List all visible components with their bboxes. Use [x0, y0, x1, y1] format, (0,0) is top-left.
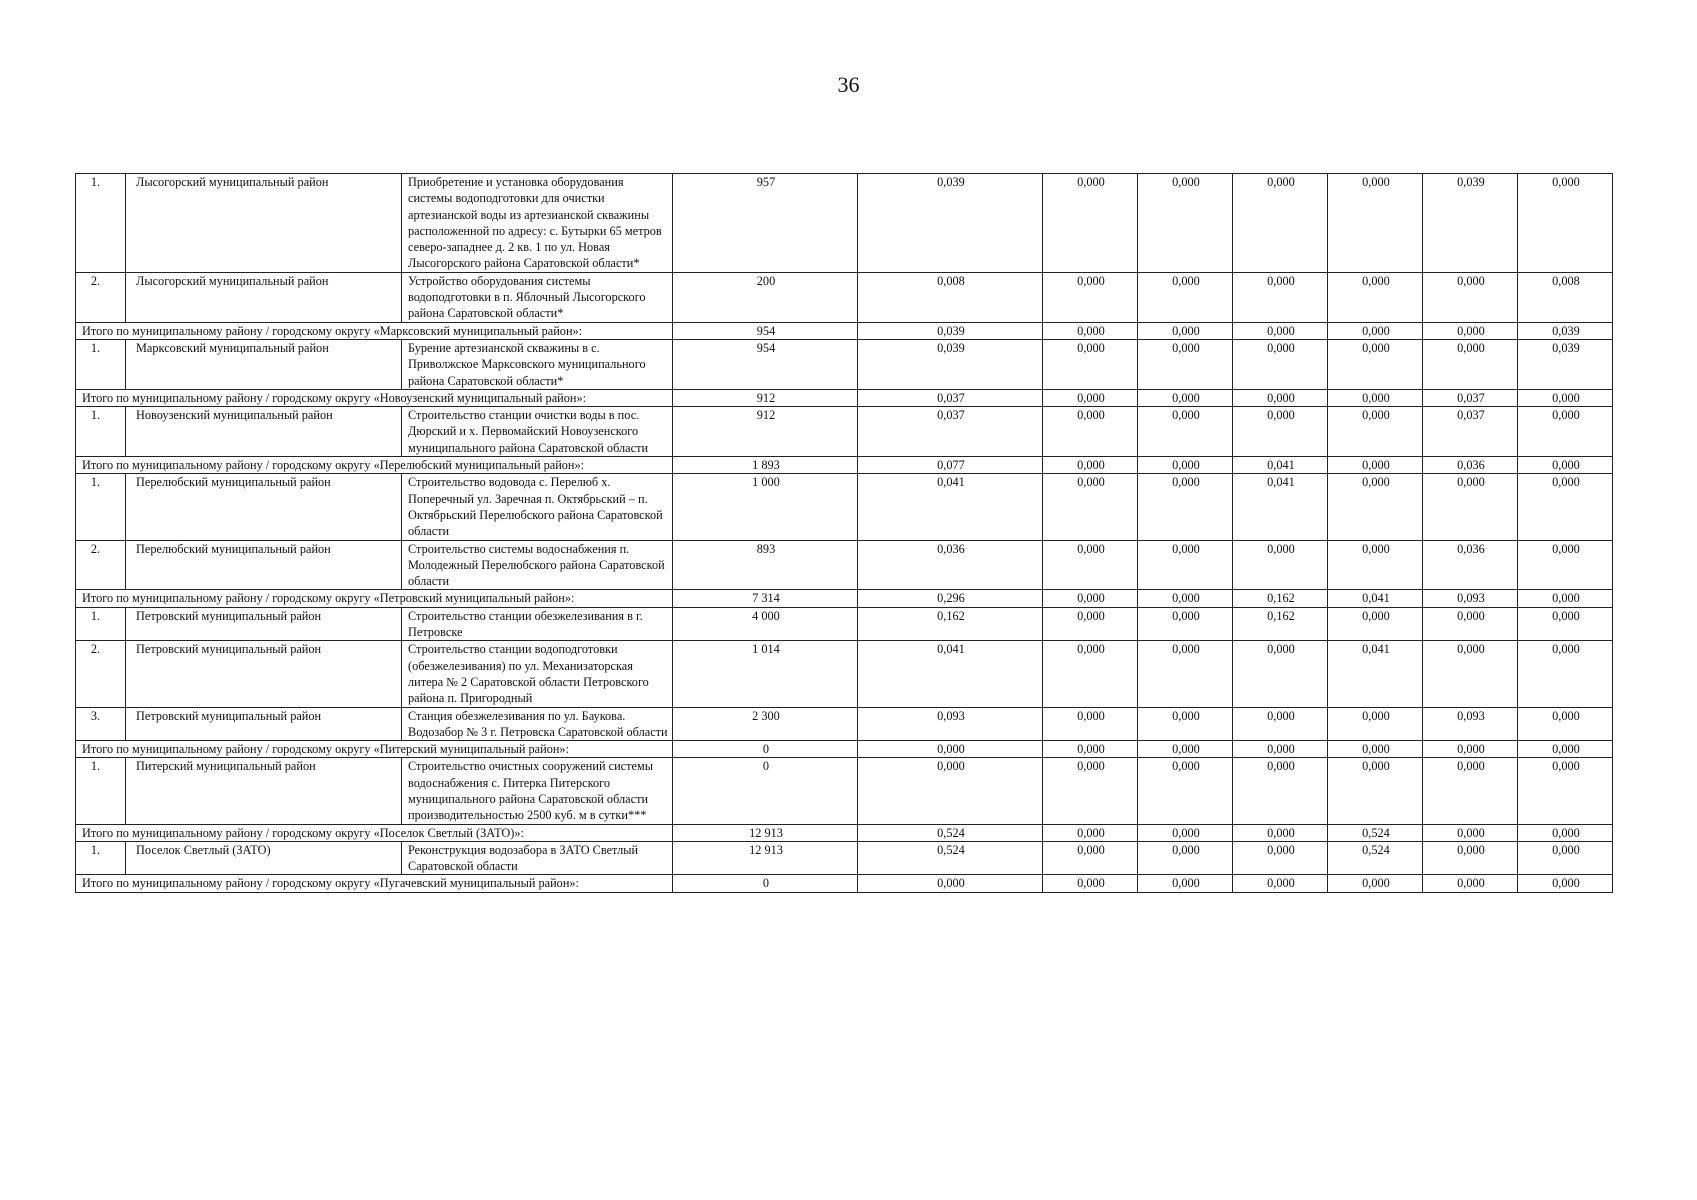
- value-cell: 0,524: [1328, 841, 1423, 875]
- value-cell: 12 913: [673, 841, 858, 875]
- value-cell: 0,000: [1518, 607, 1613, 641]
- table-row: [76, 841, 1613, 875]
- value-cell: 0,000: [1043, 741, 1138, 758]
- value-cell: 0,000: [1043, 407, 1138, 457]
- value-cell: 0,039: [858, 322, 1043, 339]
- value-cell: 0,000: [1518, 841, 1613, 875]
- total-label: Итого по муниципальному району / городскому округу «Питерский муниципальный район»:: [76, 741, 673, 758]
- work-description: Станция обезжелезивания по ул. Баукова. Водозабор № 3 г. Петровска Саратовской области: [402, 707, 673, 741]
- value-cell: 0,041: [858, 474, 1043, 540]
- value-cell: 0,093: [1423, 590, 1518, 607]
- value-cell: 0,093: [1423, 707, 1518, 741]
- value-cell: 0,037: [1423, 389, 1518, 406]
- value-cell: 0,000: [1233, 407, 1328, 457]
- value-cell: 893: [673, 540, 858, 590]
- value-cell: 0,000: [1518, 758, 1613, 824]
- value-cell: 0,000: [1423, 272, 1518, 322]
- district-name: Петровский муниципальный район: [126, 641, 402, 707]
- row-number: 1.: [76, 758, 126, 824]
- value-cell: 0,000: [1043, 272, 1138, 322]
- value-cell: 0,093: [858, 707, 1043, 741]
- value-cell: 0,000: [1043, 339, 1138, 389]
- value-cell: 0,000: [1043, 707, 1138, 741]
- total-label: Итого по муниципальному району / городскому округу «Новоузенский муниципальный район»:: [76, 389, 673, 406]
- value-cell: 0,041: [1233, 457, 1328, 474]
- value-cell: 0,000: [1518, 641, 1613, 707]
- value-cell: 0,000: [1233, 741, 1328, 758]
- district-name: Поселок Светлый (ЗАТО): [126, 841, 402, 875]
- value-cell: 0,000: [1138, 339, 1233, 389]
- work-description: Строительство системы водоснабжения п. Молодежный Перелюбского района Саратовской области: [402, 540, 673, 590]
- value-cell: 0,000: [1043, 824, 1138, 841]
- value-cell: 0,000: [1233, 841, 1328, 875]
- value-cell: 0,037: [858, 389, 1043, 406]
- table-row: [76, 339, 1613, 389]
- district-name: Лысогорский муниципальный район: [126, 272, 402, 322]
- value-cell: 0,036: [1423, 540, 1518, 590]
- district-name: Лысогорский муниципальный район: [126, 174, 402, 273]
- work-description: Устройство оборудования системы водоподготовки в п. Яблочный Лысогорского района Саратовской области*: [402, 272, 673, 322]
- table-row: [76, 641, 1613, 707]
- value-cell: 0,041: [1328, 641, 1423, 707]
- value-cell: 0,000: [1328, 389, 1423, 406]
- value-cell: 0: [673, 875, 858, 892]
- value-cell: 0,000: [1518, 457, 1613, 474]
- value-cell: 0,000: [1328, 707, 1423, 741]
- row-number: 1.: [76, 841, 126, 875]
- value-cell: 0,000: [1043, 607, 1138, 641]
- value-cell: 0,000: [1423, 841, 1518, 875]
- value-cell: 0,524: [858, 841, 1043, 875]
- value-cell: 0,000: [1138, 841, 1233, 875]
- value-cell: 0,036: [1423, 457, 1518, 474]
- value-cell: 0,000: [1233, 875, 1328, 892]
- value-cell: 0,000: [1233, 641, 1328, 707]
- work-description: Строительство водовода с. Перелюб х. Поперечный ул. Заречная п. Октябрьский – п. Октябрьский Перелюбского района Саратовской области: [402, 474, 673, 540]
- work-description: Строительство станции обезжелезивания в г. Петровске: [402, 607, 673, 641]
- value-cell: 0,000: [1138, 322, 1233, 339]
- value-cell: 0,000: [1518, 474, 1613, 540]
- value-cell: 0,041: [1233, 474, 1328, 540]
- value-cell: 0,000: [1328, 758, 1423, 824]
- total-label: Итого по муниципальному району / городскому округу «Перелюбский муниципальный район»:: [76, 457, 673, 474]
- value-cell: 0,000: [1043, 590, 1138, 607]
- value-cell: 0,008: [1518, 272, 1613, 322]
- value-cell: 0,000: [1138, 641, 1233, 707]
- value-cell: 0,039: [1518, 322, 1613, 339]
- value-cell: 0,000: [1043, 841, 1138, 875]
- value-cell: 0,008: [858, 272, 1043, 322]
- page-number: 36: [837, 72, 860, 97]
- table-row: [76, 707, 1613, 741]
- table-row: [76, 407, 1613, 457]
- row-number: 1.: [76, 339, 126, 389]
- value-cell: 0,000: [1518, 707, 1613, 741]
- district-name: Петровский муниципальный район: [126, 607, 402, 641]
- district-name: Марксовский муниципальный район: [126, 339, 402, 389]
- value-cell: 0,000: [1518, 407, 1613, 457]
- value-cell: 1 893: [673, 457, 858, 474]
- value-cell: 954: [673, 339, 858, 389]
- value-cell: 0,000: [1518, 741, 1613, 758]
- value-cell: 0,162: [1233, 590, 1328, 607]
- value-cell: 200: [673, 272, 858, 322]
- value-cell: 0,000: [1328, 741, 1423, 758]
- total-row: [76, 389, 1613, 406]
- value-cell: 0,000: [1233, 389, 1328, 406]
- value-cell: 0,000: [858, 875, 1043, 892]
- total-row: [76, 824, 1613, 841]
- value-cell: 0,000: [1138, 174, 1233, 273]
- value-cell: 0,000: [1233, 272, 1328, 322]
- value-cell: 0,000: [1043, 457, 1138, 474]
- value-cell: 0,000: [1233, 322, 1328, 339]
- value-cell: 0,036: [858, 540, 1043, 590]
- district-name: Новоузенский муниципальный район: [126, 407, 402, 457]
- value-cell: 0,000: [1138, 875, 1233, 892]
- value-cell: 0,000: [1328, 339, 1423, 389]
- value-cell: 0,041: [1328, 590, 1423, 607]
- value-cell: 0,000: [1328, 407, 1423, 457]
- value-cell: 0,000: [1328, 607, 1423, 641]
- row-number: 2.: [76, 272, 126, 322]
- value-cell: 0,000: [1328, 174, 1423, 273]
- value-cell: 0,000: [1518, 590, 1613, 607]
- total-row: [76, 322, 1613, 339]
- table-row: [76, 758, 1613, 824]
- total-row: [76, 457, 1613, 474]
- value-cell: 0,000: [1138, 590, 1233, 607]
- value-cell: 0,000: [1043, 641, 1138, 707]
- row-number: 1.: [76, 174, 126, 273]
- value-cell: 0,000: [1043, 389, 1138, 406]
- data-table: [75, 173, 1613, 893]
- value-cell: 0,039: [858, 339, 1043, 389]
- value-cell: 1 014: [673, 641, 858, 707]
- value-cell: 0,000: [1233, 339, 1328, 389]
- value-cell: 0,000: [1423, 474, 1518, 540]
- row-number: 2.: [76, 540, 126, 590]
- value-cell: 0,000: [1233, 540, 1328, 590]
- total-row: [76, 590, 1613, 607]
- work-description: Приобретение и установка оборудования системы водоподготовки для очистки артезианской воды из артезианской скважины расположенной по адресу: с. Бутырки 65 метров северо-западнее д. 2 кв. 1 по ул. Новая Лысогорского района Саратовской области*: [402, 174, 673, 273]
- value-cell: 0,000: [1518, 875, 1613, 892]
- table-row: [76, 607, 1613, 641]
- value-cell: 0,000: [1423, 758, 1518, 824]
- value-cell: 0,524: [858, 824, 1043, 841]
- value-cell: 0,000: [1138, 758, 1233, 824]
- district-name: Перелюбский муниципальный район: [126, 540, 402, 590]
- value-cell: 0,162: [858, 607, 1043, 641]
- value-cell: 0,000: [1043, 875, 1138, 892]
- total-label: Итого по муниципальному району / городскому округу «Петровский муниципальный район»:: [76, 590, 673, 607]
- value-cell: 0,000: [1138, 389, 1233, 406]
- value-cell: 0,000: [1043, 322, 1138, 339]
- row-number: 3.: [76, 707, 126, 741]
- value-cell: 0,000: [1423, 741, 1518, 758]
- value-cell: 0,000: [1043, 474, 1138, 540]
- row-number: 1.: [76, 607, 126, 641]
- value-cell: 954: [673, 322, 858, 339]
- value-cell: 0,296: [858, 590, 1043, 607]
- value-cell: 0,000: [1423, 875, 1518, 892]
- row-number: 1.: [76, 407, 126, 457]
- work-description: Строительство станции водоподготовки (обезжелезивания) по ул. Механизаторская литера № 2 Саратовской области Петровского района п. Пригородный: [402, 641, 673, 707]
- total-label: Итого по муниципальному району / городскому округу «Марксовский муниципальный район»:: [76, 322, 673, 339]
- value-cell: 912: [673, 389, 858, 406]
- district-name: Питерский муниципальный район: [126, 758, 402, 824]
- value-cell: 0,000: [1138, 272, 1233, 322]
- value-cell: 0,000: [1138, 474, 1233, 540]
- value-cell: 0,000: [1328, 474, 1423, 540]
- value-cell: 0,077: [858, 457, 1043, 474]
- value-cell: 0,000: [1328, 875, 1423, 892]
- value-cell: 0,041: [858, 641, 1043, 707]
- value-cell: 0,037: [858, 407, 1043, 457]
- value-cell: 0,000: [1233, 758, 1328, 824]
- total-row: [76, 741, 1613, 758]
- value-cell: 0,000: [1518, 389, 1613, 406]
- work-description: Реконструкция водозабора в ЗАТО Светлый Саратовской области: [402, 841, 673, 875]
- value-cell: 0,000: [1043, 174, 1138, 273]
- value-cell: 0,000: [1423, 607, 1518, 641]
- value-cell: 1 000: [673, 474, 858, 540]
- row-number: 1.: [76, 474, 126, 540]
- value-cell: 0,000: [1328, 322, 1423, 339]
- district-name: Перелюбский муниципальный район: [126, 474, 402, 540]
- value-cell: 0,000: [1518, 174, 1613, 273]
- value-cell: 0,000: [1138, 741, 1233, 758]
- row-number: 2.: [76, 641, 126, 707]
- value-cell: 0,039: [1423, 174, 1518, 273]
- total-label: Итого по муниципальному району / городскому округу «Пугачевский муниципальный район»:: [76, 875, 673, 892]
- value-cell: 0,000: [1043, 540, 1138, 590]
- value-cell: 0,039: [1518, 339, 1613, 389]
- value-cell: 0,000: [1233, 824, 1328, 841]
- value-cell: 0,000: [1138, 824, 1233, 841]
- value-cell: 0: [673, 758, 858, 824]
- value-cell: 0,000: [1423, 339, 1518, 389]
- value-cell: 0,000: [1138, 607, 1233, 641]
- value-cell: 0,000: [1423, 641, 1518, 707]
- table-row: [76, 540, 1613, 590]
- value-cell: 0,000: [858, 758, 1043, 824]
- total-row: [76, 875, 1613, 892]
- value-cell: 2 300: [673, 707, 858, 741]
- value-cell: 0,000: [1138, 457, 1233, 474]
- value-cell: 912: [673, 407, 858, 457]
- value-cell: 0,000: [1138, 540, 1233, 590]
- value-cell: 0,000: [1328, 272, 1423, 322]
- value-cell: 4 000: [673, 607, 858, 641]
- value-cell: 0,000: [1423, 322, 1518, 339]
- work-description: Бурение артезианской скважины в с. Приволжское Марксовского муниципального района Саратовской области*: [402, 339, 673, 389]
- value-cell: 0,000: [1423, 824, 1518, 841]
- value-cell: 0,000: [1328, 457, 1423, 474]
- table-row: [76, 174, 1613, 273]
- value-cell: 0,000: [1233, 174, 1328, 273]
- value-cell: 0,000: [1518, 540, 1613, 590]
- district-name: Петровский муниципальный район: [126, 707, 402, 741]
- value-cell: 0,039: [858, 174, 1043, 273]
- value-cell: 0,037: [1423, 407, 1518, 457]
- value-cell: 0,000: [1138, 407, 1233, 457]
- table-row: [76, 474, 1613, 540]
- value-cell: 0,524: [1328, 824, 1423, 841]
- value-cell: 12 913: [673, 824, 858, 841]
- value-cell: 0,000: [1233, 707, 1328, 741]
- value-cell: 957: [673, 174, 858, 273]
- value-cell: 0,000: [1043, 758, 1138, 824]
- value-cell: 0,162: [1233, 607, 1328, 641]
- value-cell: 0: [673, 741, 858, 758]
- total-label: Итого по муниципальному району / городскому округу «Поселок Светлый (ЗАТО)»:: [76, 824, 673, 841]
- work-description: Строительство станции очистки воды в пос. Дюрский и х. Первомайский Новоузенского муниципального района Саратовской области: [402, 407, 673, 457]
- value-cell: 0,000: [1138, 707, 1233, 741]
- value-cell: 7 314: [673, 590, 858, 607]
- value-cell: 0,000: [1518, 824, 1613, 841]
- value-cell: 0,000: [1328, 540, 1423, 590]
- table-row: [76, 272, 1613, 322]
- work-description: Строительство очистных сооружений системы водоснабжения с. Питерка Питерского муниципального района Саратовской области производительностью 2500 куб. м в сутки***: [402, 758, 673, 824]
- value-cell: 0,000: [858, 741, 1043, 758]
